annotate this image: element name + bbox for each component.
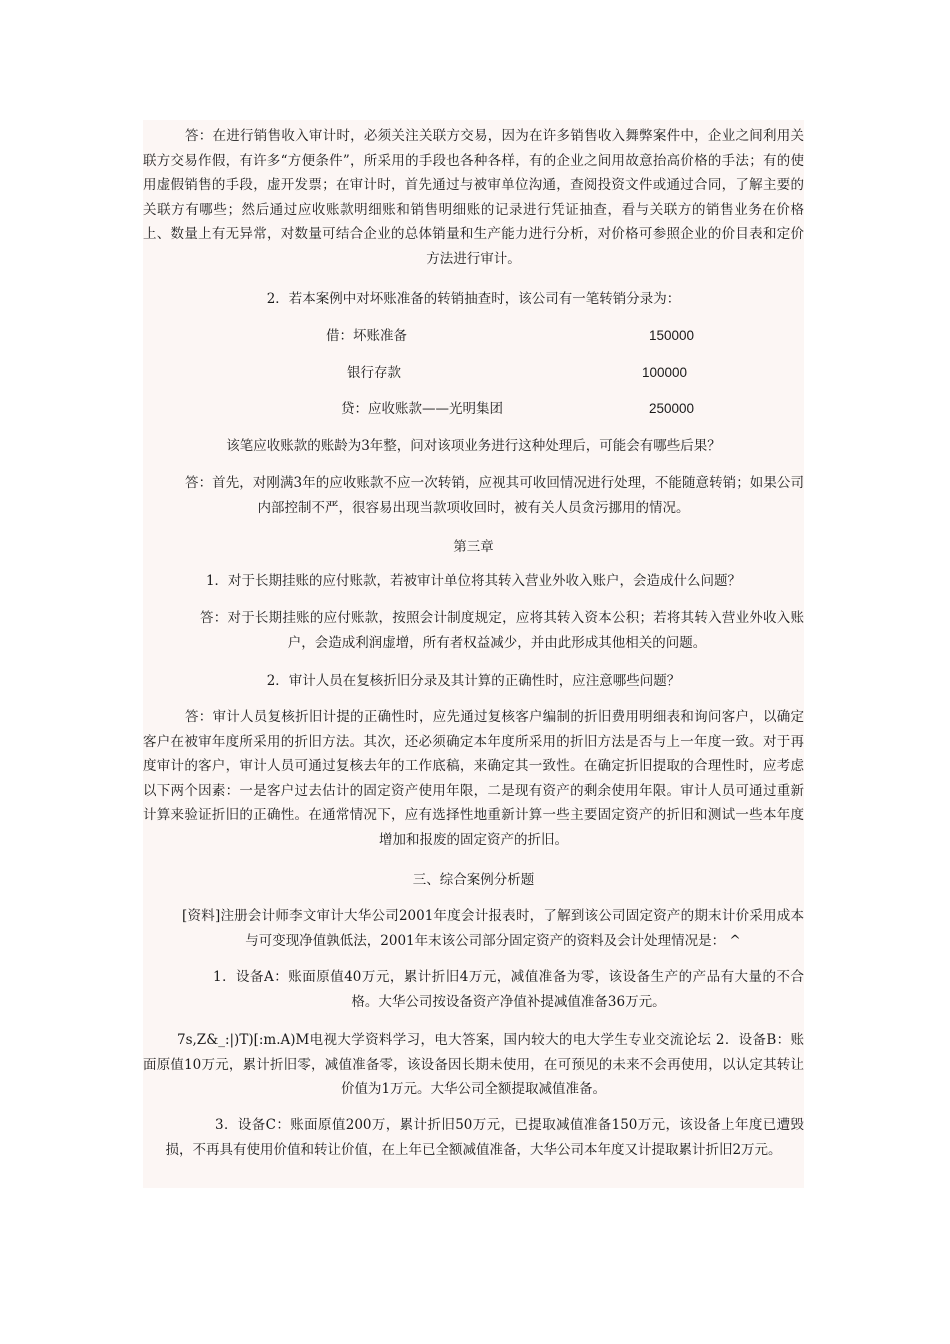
answer-related-party: 答：在进行销售收入审计时，必须关注关联方交易，因为在许多销售收入舞弊案件中，企业之间利用关联方交易作假，有许多“方便条件”，所采用的手段也各种各样，有的企业之间用故意抬高价格的手法；有的使用虚假销售的手段，虚开发票；在审计时，首先通过与被审单位沟通，查阅投资文件或通过合同，了解主要的关联方有哪些；然后通过应收账款明细账和销售明细账的记录进行凭证抽查，看与关联方的销售业务在价格上、数量上有无异常，对数量可结合企业的总体销量和生产能力进行分析，对价格可参照企业的价目表和定价方法进行审计。 (143, 128, 804, 267)
chapter-heading: 第三章 (453, 539, 494, 555)
section-heading: 三、综合案例分析题 (412, 872, 535, 888)
entry-debit-amount: 150000 (649, 328, 695, 343)
chapter3-question-2: 2．审计人员在复核折旧分录及其计算的正确性时，应注意哪些问题？ (266, 673, 681, 689)
chapter3-answer-1: 答：对于长期挂账的应付账款，按照会计制度规定，应将其转入资本公积；若将其转入营业外收入账户，会造成利润虚增，所有者权益减少，并由此形成其他相关的问题。 (200, 610, 804, 651)
case-item-2: 7s,Z&_:|)T)[:m.A)M电视大学资料学习，电大答案，国内较大的电大学生专业交流论坛 2．设备B：账面原值10万元，累计折旧零，减值准备零，该设备因长期未使用，在可预见的未来不会再使用，以认定其转让价值为1万元。大华公司全额提取减值准备。 (143, 1032, 804, 1097)
chapter3-answer-2: 答：审计人员复核折旧计提的正确性时，应先通过复核客户编制的折旧费用明细表和询问客户，以确定客户在被审年度所采用的折旧方法。其次，还必须确定本年度所采用的折旧方法是否与上一年度一致。对于再度审计的客户，审计人员可通过复核去年的工作底稿，来确定其一致性。在确定折旧提取的合理性时，应考虑以下两个因素：一是客户过去估计的固定资产使用年限，二是现有资产的剩余使用年限。审计人员可通过重新计算来验证折旧的正确性。在通常情况下，应有选择性地重新计算一些主要固定资产的折旧和测试一些本年度增加和报废的固定资产的折旧。 (143, 709, 804, 848)
entry-credit-account: 贷：应收账款——光明集团 (341, 401, 503, 417)
entry-debit-account: 借：坏账准备 (326, 328, 407, 344)
case-item-3: 3．设备C：账面原值200万，累计折旧50万元，已提取减值准备150万元，该设备上年度已遭毁损，不再具有使用价值和转让价值，在上年已全额减值准备，大华公司本年度又计提取累计折旧2万元。 (165, 1117, 804, 1158)
case-material: [资料]注册会计师李文审计大华公司2001年度会计报表时，了解到该公司固定资产的期末计价采用成本与可变现净值孰低法，2001年末该公司部分固定资产的资料及会计处理情况是： ^ (182, 908, 804, 949)
question-bad-debt-writeoff: 2．若本案例中对坏账准备的转销抽查时，该公司有一笔转销分录为： (266, 291, 681, 307)
answer-aging-consequence: 答：首先，对刚满3年的应收账款不应一次转销，应视其可收回情况进行处理，不能随意转销；如果公司内部控制不严，很容易出现当款项收回时，被有关人员贪污挪用的情况。 (185, 475, 804, 516)
question-aging-consequence: 该笔应收账款的账龄为3年整，问对该项业务进行这种处理后，可能会有哪些后果？ (226, 438, 721, 454)
entry-bank-amount: 100000 (642, 365, 688, 380)
entry-bank-account: 银行存款 (347, 365, 401, 381)
entry-credit-amount: 250000 (649, 401, 695, 416)
case-item-1: 1．设备A：账面原值40万元，累计折旧4万元，减值准备为零，该设备生产的产品有大量的不合格。大华公司按设备资产净值补提减值准备36万元。 (213, 969, 804, 1010)
chapter3-question-1: 1．对于长期挂账的应付账款，若被审计单位将其转入营业外收入账户，会造成什么问题？ (205, 573, 742, 589)
